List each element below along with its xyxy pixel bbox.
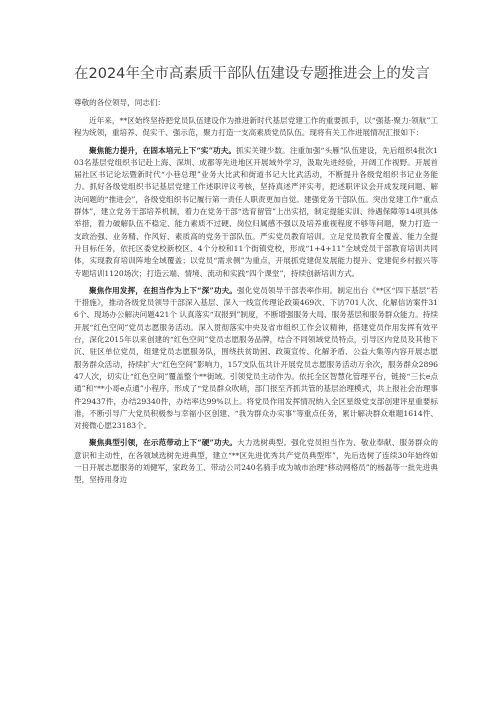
paragraph-text: 强化党员领导干部表率作用。制定出台《**区“四下基层”若干措施》，推动各级党员领导干部深入基层、深入一线宣传理论政策469次、下访701人次、化解信访案件316个、现场办公解决问题421个 认真落实“双报到”制度，不断增强服务大局、服务基层和服务群众能力。持续开展“红色空间”党员志愿服务活动。深入贯彻落实中央及省市组织工作会议精神，搭建党员作用发挥有效平台，深化2015年以来创建的“红色空间”党员志愿服务品牌，结合不同领域党员特点，引导区内党员及其他下沉、驻区单位党员，组建党员志愿服务队，围绕扶贫助困、政策宣传、化解矛盾、公益大集等内容开展志愿服务群众活动，持续扩大“红色空间”影响力，157支队伍共计开展党员志愿服务活动万余次，服务群众289647人次，切实让“红色空间”覆盖整个**街域。引领党员主动作为。依托全区智慧化管理平台，链接“三长e点通”和“**小哥e点通”小程序，形成了“党员群众吹哨，部门报至齐抓共管的基层治理模式，共上报社会治理事件29437件，办结29340件，办结率达99%以上。将党员作用发挥情况纳入全区星级党支部创建评星重要标准，不断引导广大党员积极参与幸福小区创建、“我为群众办实事”等重点任务，累计解决群众难题1614件、对接微心愿23183个。 [74,285,439,431]
paragraph-text: 近年来，**区始终坚持把党员队伍建设作为推进新时代基层党建工作的重要抓手，以“强基·聚力·领航”工程为统领，重培养、促实干、强示范，聚力打造一支高素质党员队伍。现将有关工作进展情况汇报如下： [74,116,438,138]
paragraph-lead: 聚焦能力提升，在固本培元上下“实”功夫。 [89,145,237,155]
paragraph-model [74,437,438,486]
paragraph-lead: 聚焦典型引领，在示范带动上下“硬”功夫。 [89,438,238,448]
paragraph-intro [74,115,438,140]
paragraph-capability [74,145,438,280]
paragraph-text: 抓实关键少数。注重加强“头雁”队伍建设，先后组织4批次103名基层党组织书记赴上海、深圳、成都等先进地区开展域外学习，汲取先进经验，开阔工作视野。开展首届社区书记论坛暨新时代“小巷总理”业务大比武和街道书记大比武活动，不断提升各级党组织书记业务能力。抓好各级党组织书记基层党建工作述职评议考核，坚持真述严评实考，把述职评议会开成发现问题、解决问题的“推进会”，各级党组织书记履行第一责任人职责更加自觉。建强党务干部队伍。突出党建工作“重点群体”，建立党务干部培养机制，着力在党务干部“选育留管”上出实招，制定提能实训、待遇保障等14项具体举措，着力破解队伍不稳定、能力素质不过硬、岗位归属感不强以及培养重视程度不够等问题，聚力打造一支政治强、业务精、作风好、素质高的党务干部队伍。严实党员教育培训。立足党员教育全覆盖、能力全提升目标任务，依托区委党校新校区、4个分校和11个街镇党校，形成“1+4+11”全域党员干部教育培训共同体，实现教育培训阵地全域覆盖；以党员“需求侧”为重点，开展抓党建促发展能力提升、党建促乡村振兴等专题培训1120场次；打造云端、情境、流动和实践“四个课堂”，持续创新培训方式。 [74,145,438,278]
paragraph-role [74,285,438,433]
paragraph-lead: 聚焦作用发挥，在担当作为上下“深”功夫。 [89,285,238,295]
document-title: 在2024年全市高素质干部队伍建设专题推进会上的发言 [74,66,430,82]
paragraph-text: 大力选树典型。强化党员担当作为、敬业奉献、服务群众的意识和主动性，在各领域选树先进典型，建立“**区先进优秀共产党员典型库”，先后选树了连续30年始终如一日开展志愿服务的刘健军，家政务工、带动公司240名骑手成为城市治理“移动网格员”的杨磊等一批先进典型，坚持用身边 [74,438,439,485]
greeting-line: 尊敬的各位领导，同志们： [74,98,166,107]
